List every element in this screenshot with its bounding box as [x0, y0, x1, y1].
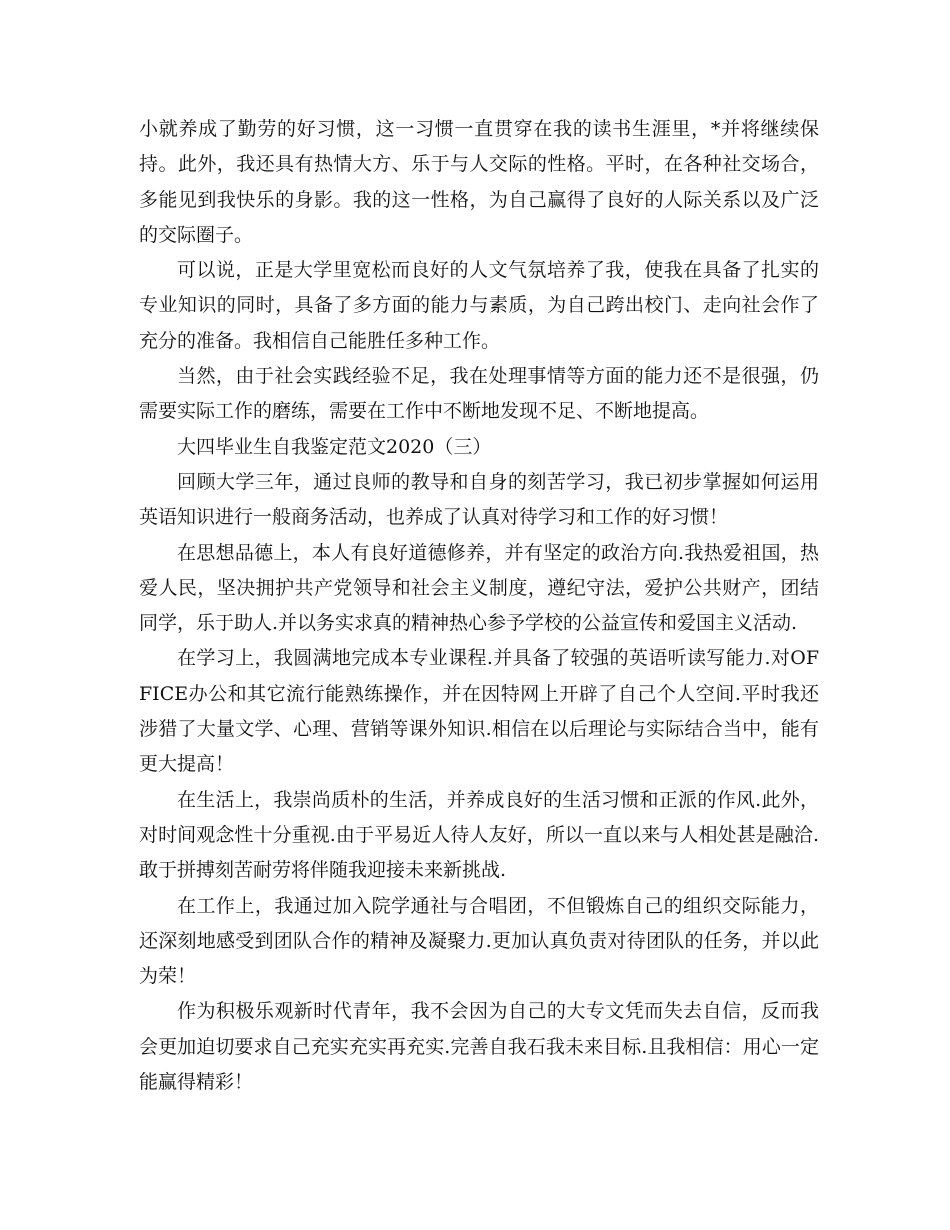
paragraph-campus-atmosphere: 可以说，正是大学里宽松而良好的人文气氛培养了我，使我在具备了扎实的专业知识的同时，具备了多方面的能力与素质，为自己跨出校门、走向社会作了充分的准备。我相信自己能胜任多种工作。 [139, 259, 819, 352]
paragraph-shortcomings: 当然，由于社会实践经验不足，我在处理事情等方面的能力还不是很强，仍需要实际工作的磨练，需要在工作中不断地发现不足、不断地提高。 [139, 365, 819, 423]
section-heading: 大四毕业生自我鉴定范文2020（三） [177, 435, 492, 458]
document-page [139, 112, 819, 1100]
paragraph-study: 在学习上，我圆满地完成本专业课程.并具备了较强的英语听读写能力.对OFFICE办公和其它流行能熟练操作，并在因特网上开辟了自己个人空间.平时我还涉猎了大量文学、心理、营销等课外知识.相信在以后理论与实际结合当中，能有更大提高！ [139, 647, 819, 776]
paragraph-work: 在工作上，我通过加入院学通社与合唱团，不但锻炼自己的组织交际能力，还深刻地感受到团队合作的精神及凝聚力.更加认真负责对待团队的任务，并以此为荣！ [139, 894, 819, 988]
paragraph-continuation: 小就养成了勤劳的好习惯，这一习惯一直贯穿在我的读书生涯里，*并将继续保持。此外，我还具有热情大方、乐于与人交际的性格。平时，在各种社交场合，多能见到我快乐的身影。我的这一性格，为自己赢得了良好的人际关系以及广泛的交际圈子。 [139, 118, 819, 246]
paragraph-life: 在生活上，我崇尚质朴的生活，并养成良好的生活习惯和正派的作风.此外，对时间观念性十分重视.由于平易近人待人友好，所以一直以来与人相处甚是融洽.敢于拼搏刻苦耐劳将伴随我迎接未来新挑战. [139, 788, 819, 882]
paragraph-morality: 在思想品德上，本人有良好道德修养，并有坚定的政治方向.我热爱祖国，热爱人民，坚决拥护共产党领导和社会主义制度，遵纪守法，爱护公共财产，团结同学，乐于助人.并以务实求真的精神热心参予学校的公益宣传和爱国主义活动. [139, 541, 819, 635]
paragraph-review: 回顾大学三年，通过良师的教导和自身的刻苦学习，我已初步掌握如何运用英语知识进行一般商务活动，也养成了认真对待学习和工作的好习惯！ [139, 470, 819, 529]
paragraph-conclusion: 作为积极乐观新时代青年，我不会因为自己的大专文凭而失去自信，反而我会更加迫切要求自己充实充实再充实.完善自我石我未来目标.且我相信：用心一定能赢得精彩！ [139, 1000, 819, 1094]
